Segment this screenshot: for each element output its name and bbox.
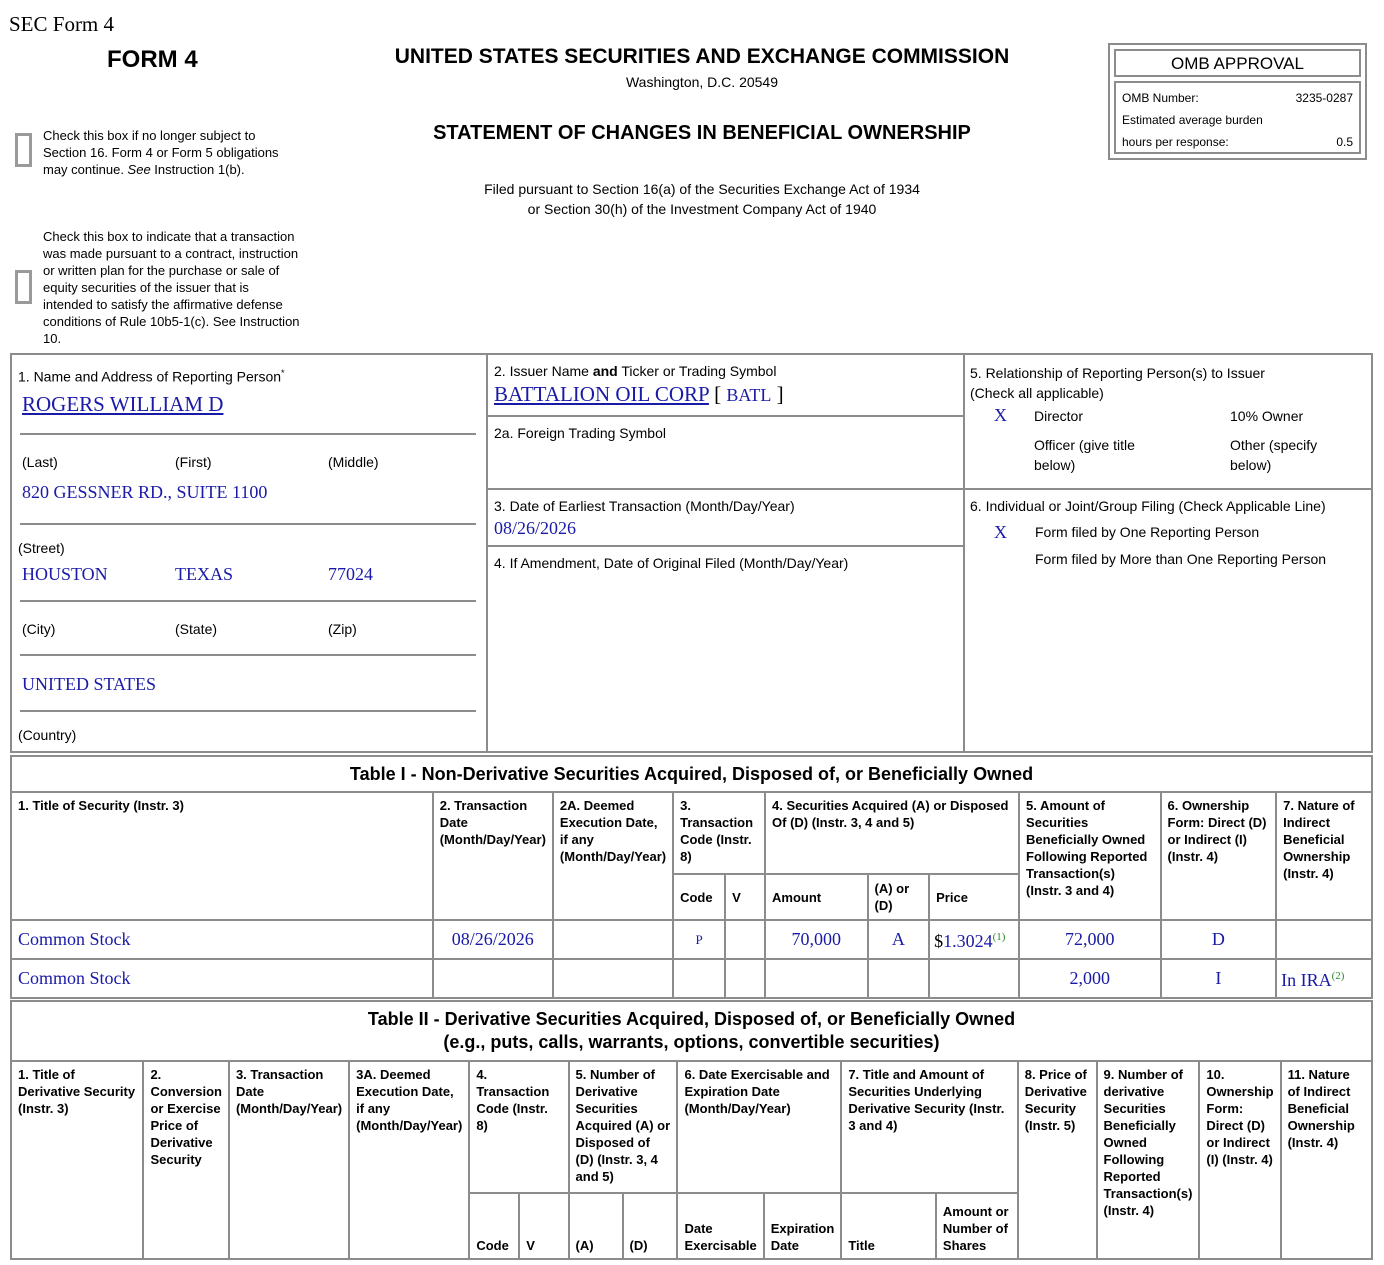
t1-r0-nature	[1276, 920, 1372, 959]
zip-underline	[20, 654, 476, 656]
agency-title: UNITED STATES SECURITIES AND EXCHANGE COMMISSION	[394, 45, 1010, 68]
table-1-title: Table I - Non-Derivative Securities Acquired, Disposed of, or Beneficially Owned	[11, 756, 1372, 792]
one-person-x[interactable]: X	[994, 522, 1007, 542]
city-value: HOUSTON	[22, 564, 108, 584]
last-label: (Last)	[22, 454, 58, 470]
t1-h2a: 2A. Deemed Execution Date, if any (Month/Day/Year)	[553, 792, 673, 920]
t2-h8: 8. Price of Derivative Security (Instr. 5)	[1018, 1061, 1097, 1259]
t1-r1-form: I	[1161, 959, 1277, 998]
table-1	[10, 755, 1373, 999]
t1-r1-price	[929, 959, 1019, 998]
t2-h9: 9. Number of derivative Securities Beneficially Owned Following Reported Transaction(s) (Instr. 4)	[1097, 1061, 1200, 1259]
officer-label: Officer (give title below)	[1034, 437, 1135, 473]
ticker-symbol: BATL	[726, 385, 772, 405]
t1-r0-code: P	[673, 920, 725, 959]
box2a-label: 2a. Foreign Trading Symbol	[494, 425, 666, 441]
t2-title: Title	[841, 1193, 936, 1259]
t1-h5: 5. Amount of Securities Beneficially Owned Following Reported Transaction(s) (Instr. 3 and 4)	[1019, 792, 1161, 920]
city-label: (City)	[22, 621, 56, 637]
t1-v: V	[725, 874, 765, 920]
t1-amount: Amount	[765, 874, 868, 920]
street-label: (Street)	[18, 540, 65, 556]
t1-r0-aord: A	[868, 920, 930, 959]
country-label: (Country)	[18, 727, 77, 743]
director-x[interactable]: X	[994, 405, 1007, 425]
bracket-close: ]	[776, 382, 784, 406]
t1-r0-v	[725, 920, 765, 959]
omb-burden-value: 0.5	[1336, 135, 1353, 149]
t1-h2: 2. Transaction Date (Month/Day/Year)	[433, 792, 553, 920]
box2a-bottom	[487, 488, 1372, 490]
rule-10b5-1-text: Check this box to indicate that a transaction was made pursuant to a contract, instruction or written plan for the purchase or sale of equity securities of the issuer that is intended to satisfy the affirmative defense conditions of Rule 10b5-1(c). See Instruction 10.	[43, 229, 300, 346]
t1-h6: 6. Ownership Form: Direct (D) or Indirect (I) (Instr. 4)	[1161, 792, 1277, 920]
t1-aord: (A) or (D)	[868, 874, 930, 920]
name-underline	[20, 433, 476, 435]
one-person-label: Form filed by One Reporting Person	[1035, 524, 1260, 540]
t2-v: V	[519, 1193, 568, 1259]
t1-r1-nature: In IRA$^{(2)}$	[1276, 959, 1372, 998]
box2-bottom	[487, 415, 964, 417]
omb-details	[1114, 81, 1361, 154]
t1-code: Code	[673, 874, 725, 920]
t1-r1-owned: 2,000	[1019, 959, 1161, 998]
omb-burden-label-2: hours per response:	[1122, 135, 1229, 149]
form-title: FORM 4	[107, 46, 198, 73]
t2-h11: 11. Nature of Indirect Beneficial Ownership (Instr. 4)	[1281, 1061, 1372, 1259]
street-underline	[20, 523, 476, 525]
other-label: Other (specify below)	[1230, 437, 1318, 473]
t1-r0-deemed	[553, 920, 673, 959]
t2-h1: 1. Title of Derivative Security (Instr. 3)	[11, 1061, 143, 1259]
street-value: 820 GESSNER RD., SUITE 1100	[22, 482, 268, 502]
top-label: SEC Form 4	[9, 12, 115, 36]
zip-label: (Zip)	[328, 621, 357, 637]
t1-r1-deemed	[553, 959, 673, 998]
middle-label: (Middle)	[328, 454, 379, 470]
t1-r0-price: $1.3024$^{(1)}$	[929, 920, 1019, 959]
no-longer-subject-checkbox[interactable]	[15, 133, 32, 167]
t1-r1-code	[673, 959, 725, 998]
issuer-name[interactable]: BATTALION OIL CORP	[494, 382, 709, 406]
t1-r0-title: Common Stock	[11, 920, 433, 959]
state-label: (State)	[175, 621, 218, 637]
omb-title: OMB APPROVAL	[1114, 49, 1361, 77]
earliest-transaction-date: 08/26/2026	[494, 518, 577, 538]
t2-h7: 7. Title and Amount of Securities Underlying Derivative Security (Instr. 3 and 4)	[841, 1061, 1017, 1193]
more-persons-label: Form filed by More than One Reporting Person	[1035, 551, 1327, 567]
t1-h7: 7. Nature of Indirect Beneficial Ownership (Instr. 4)	[1276, 792, 1372, 920]
ten-pct-owner-label: 10% Owner	[1230, 408, 1304, 424]
box6-label: 6. Individual or Joint/Group Filing (Check Applicable Line)	[970, 498, 1326, 514]
zip-value: 77024	[328, 564, 373, 584]
table-row	[11, 920, 1372, 959]
first-label: (First)	[175, 454, 212, 470]
t1-h3: 3. Transaction Code (Instr. 8)	[673, 792, 765, 874]
t2-h3: 3. Transaction Date (Month/Day/Year)	[229, 1061, 349, 1259]
t2-h2: 2. Conversion or Exercise Price of Derivative Security	[143, 1061, 229, 1259]
t1-h4: 4. Securities Acquired (A) or Disposed Of (D) (Instr. 3, 4 and 5)	[765, 792, 1019, 874]
country-value: UNITED STATES	[22, 674, 157, 694]
t2-amount-shares: Amount or Number of Shares	[936, 1193, 1018, 1259]
omb-number-label: OMB Number:	[1122, 91, 1199, 105]
director-label: Director	[1034, 408, 1084, 424]
table-2-title-1: Table II - Derivative Securities Acquired, Disposed of, or Beneficially Owned	[367, 1009, 1016, 1029]
t2-h6: 6. Date Exercisable and Expiration Date (Month/Day/Year)	[677, 1061, 841, 1193]
table-row	[11, 959, 1372, 998]
t1-r0-owned: 72,000	[1019, 920, 1161, 959]
t1-r1-aord	[868, 959, 930, 998]
t2-expiration-date: Expiration Date	[764, 1193, 842, 1259]
issuer-line	[494, 382, 784, 407]
t1-r0-date: 08/26/2026	[433, 920, 553, 959]
omb-approval-box	[1108, 43, 1367, 160]
filed-line-1: Filed pursuant to Section 16(a) of the Securities Exchange Act of 1934	[484, 181, 920, 197]
t1-r1-date	[433, 959, 553, 998]
filed-line-2: or Section 30(h) of the Investment Company Act of 1940	[527, 201, 877, 217]
omb-number: 3235-0287	[1295, 91, 1353, 105]
rule-10b5-1-checkbox[interactable]	[15, 270, 32, 304]
t2-h4: 4. Transaction Code (Instr. 8)	[469, 1061, 568, 1193]
t1-r0-amount: 70,000	[765, 920, 868, 959]
box1-label: 1. Name and Address of Reporting Person*	[18, 368, 285, 385]
t2-h5: 5. Number of Derivative Securities Acquired (A) or Disposed of (D) (Instr. 3, 4 and 5)	[569, 1061, 678, 1193]
t2-h3a: 3A. Deemed Execution Date, if any (Month/Day/Year)	[349, 1061, 469, 1259]
box5-label: 5. Relationship of Reporting Person(s) to Issuer (Check all applicable)	[970, 365, 1265, 401]
divider-2	[963, 353, 965, 753]
state-value: TEXAS	[175, 564, 233, 584]
reporting-person-name[interactable]: ROGERS WILLIAM D	[22, 392, 224, 416]
box2-label: 2. Issuer Name and Ticker or Trading Symbol	[494, 363, 777, 379]
country-underline	[20, 710, 476, 712]
t2-a: (A)	[569, 1193, 623, 1259]
table-2	[10, 1000, 1373, 1260]
t2-d: (D)	[623, 1193, 678, 1259]
omb-burden-label-1: Estimated average burden	[1122, 113, 1263, 127]
no-longer-subject-text: Check this box if no longer subject to Section 16. Form 4 or Form 5 obligations may continue. See Instruction 1(b).	[43, 128, 279, 177]
statement-title: STATEMENT OF CHANGES IN BENEFICIAL OWNERSHIP	[433, 122, 971, 144]
t1-r1-v	[725, 959, 765, 998]
box3-label: 3. Date of Earliest Transaction (Month/Day/Year)	[494, 498, 795, 514]
city-underline	[20, 600, 476, 602]
agency-location: Washington, D.C. 20549	[625, 74, 778, 90]
box4-label: 4. If Amendment, Date of Original Filed (Month/Day/Year)	[494, 555, 849, 571]
box3-bottom	[487, 545, 964, 547]
table-2-title-2: (e.g., puts, calls, warrants, options, convertible securities)	[443, 1032, 940, 1052]
t1-r1-title: Common Stock	[11, 959, 433, 998]
bracket-open: [	[714, 382, 722, 406]
t2-date-exercisable: Date Exercisable	[677, 1193, 763, 1259]
t1-price: Price	[929, 874, 1019, 920]
t1-h1: 1. Title of Security (Instr. 3)	[11, 792, 433, 920]
divider-1	[486, 353, 488, 753]
t1-r0-form: D	[1161, 920, 1277, 959]
filed-pursuant	[352, 179, 1052, 219]
table-2-title	[11, 1001, 1372, 1061]
t2-code: Code	[469, 1193, 519, 1259]
t2-h10: 10. Ownership Form: Direct (D) or Indirect (I) (Instr. 4)	[1199, 1061, 1280, 1259]
t1-r1-amount	[765, 959, 868, 998]
